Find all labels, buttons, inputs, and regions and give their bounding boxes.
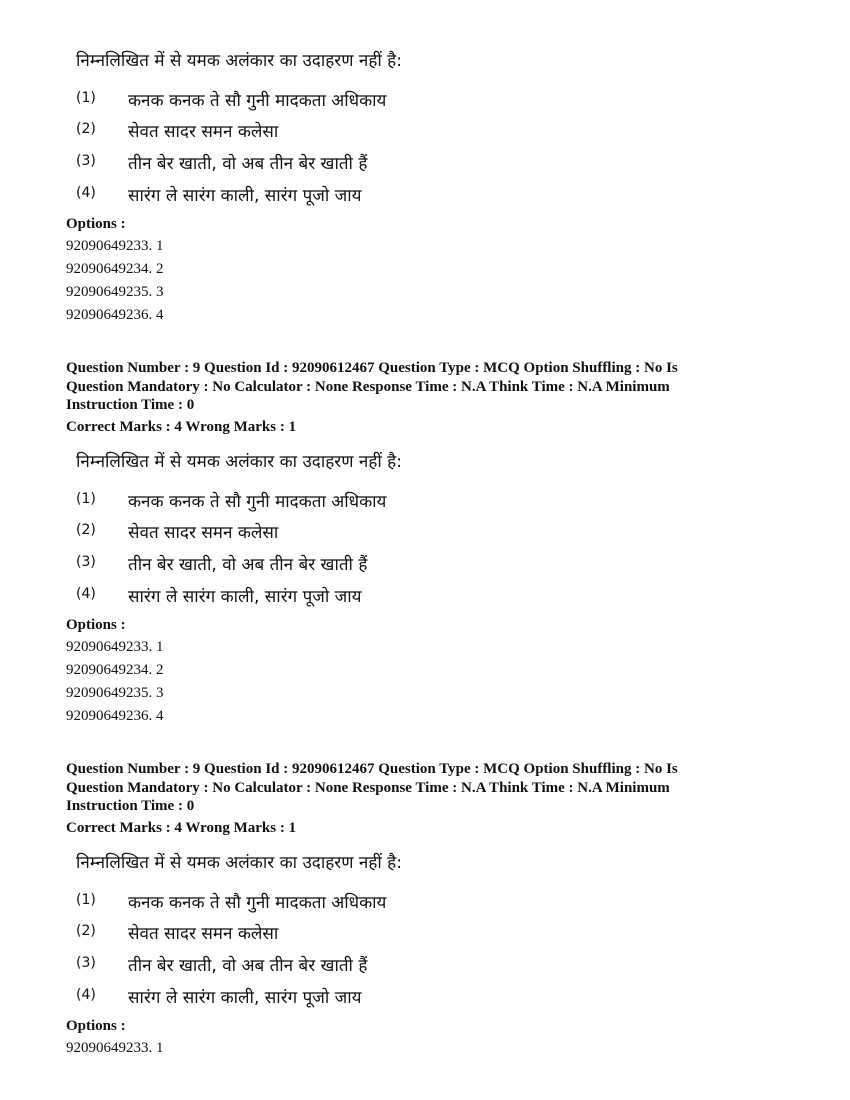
choice-number: (4)	[76, 987, 96, 1003]
meta-line: Question Mandatory : No Calculator : None Response Time : N.A Think Time : N.A Minimum	[66, 779, 670, 796]
question-text: निम्नलिखित में से यमक अलंकार का उदाहरण नहीं है:	[76, 452, 402, 472]
choice-number: (1)	[76, 892, 96, 908]
choice-number: (3)	[76, 153, 96, 169]
option-line: 92090649236. 4	[66, 307, 164, 323]
choice-text: सारंग ले सारंग काली, सारंग पूजो जाय	[128, 186, 362, 206]
marks-line: Correct Marks : 4 Wrong Marks : 1	[66, 419, 297, 435]
options-label: Options :	[66, 216, 126, 232]
choice-text: सेवत सादर समन कलेसा	[128, 122, 279, 142]
choice-number: (4)	[76, 586, 96, 602]
choice-number: (4)	[76, 185, 96, 201]
choice-text: कनक कनक ते सौ गुनी मादकता अधिकाय	[128, 893, 387, 913]
meta-line: Instruction Time : 0	[66, 397, 195, 413]
choice-number: (1)	[76, 90, 96, 106]
choice-text: कनक कनक ते सौ गुनी मादकता अधिकाय	[128, 492, 387, 512]
question-text: निम्नलिखित में से यमक अलंकार का उदाहरण नहीं है:	[76, 51, 402, 71]
choice-number: (3)	[76, 554, 96, 570]
option-line: 92090649233. 1	[66, 238, 164, 254]
question-text: निम्नलिखित में से यमक अलंकार का उदाहरण नहीं है:	[76, 853, 402, 873]
choice-text: सारंग ले सारंग काली, सारंग पूजो जाय	[128, 988, 362, 1008]
meta-line: Instruction Time : 0	[66, 798, 195, 814]
choice-number: (2)	[76, 522, 96, 538]
meta-line: Question Mandatory : No Calculator : None Response Time : N.A Think Time : N.A Minimum	[66, 378, 670, 395]
option-line: 92090649233. 1	[66, 1040, 164, 1056]
option-line: 92090649233. 1	[66, 639, 164, 655]
choice-text: तीन बेर खाती, वो अब तीन बेर खाती हैं	[128, 555, 368, 575]
option-line: 92090649235. 3	[66, 284, 164, 300]
choice-number: (1)	[76, 491, 96, 507]
option-line: 92090649236. 4	[66, 708, 164, 724]
question-meta	[66, 359, 756, 415]
meta-line: Question Number : 9 Question Id : 92090612467 Question Type : MCQ Option Shuffling : No Is	[66, 761, 678, 777]
choice-number: (2)	[76, 923, 96, 939]
meta-line: Question Number : 9 Question Id : 92090612467 Question Type : MCQ Option Shuffling : No Is	[66, 360, 678, 376]
marks-line: Correct Marks : 4 Wrong Marks : 1	[66, 820, 297, 836]
options-label: Options :	[66, 617, 126, 633]
choice-number: (3)	[76, 955, 96, 971]
choice-text: सेवत सादर समन कलेसा	[128, 924, 279, 944]
option-line: 92090649234. 2	[66, 662, 164, 678]
choice-text: सेवत सादर समन कलेसा	[128, 523, 279, 543]
choice-text: तीन बेर खाती, वो अब तीन बेर खाती हैं	[128, 154, 368, 174]
choice-text: तीन बेर खाती, वो अब तीन बेर खाती हैं	[128, 956, 368, 976]
option-line: 92090649235. 3	[66, 685, 164, 701]
option-line: 92090649234. 2	[66, 261, 164, 277]
choice-text: सारंग ले सारंग काली, सारंग पूजो जाय	[128, 587, 362, 607]
choice-number: (2)	[76, 121, 96, 137]
options-label: Options :	[66, 1018, 126, 1034]
choice-text: कनक कनक ते सौ गुनी मादकता अधिकाय	[128, 91, 387, 111]
question-meta	[66, 760, 756, 816]
